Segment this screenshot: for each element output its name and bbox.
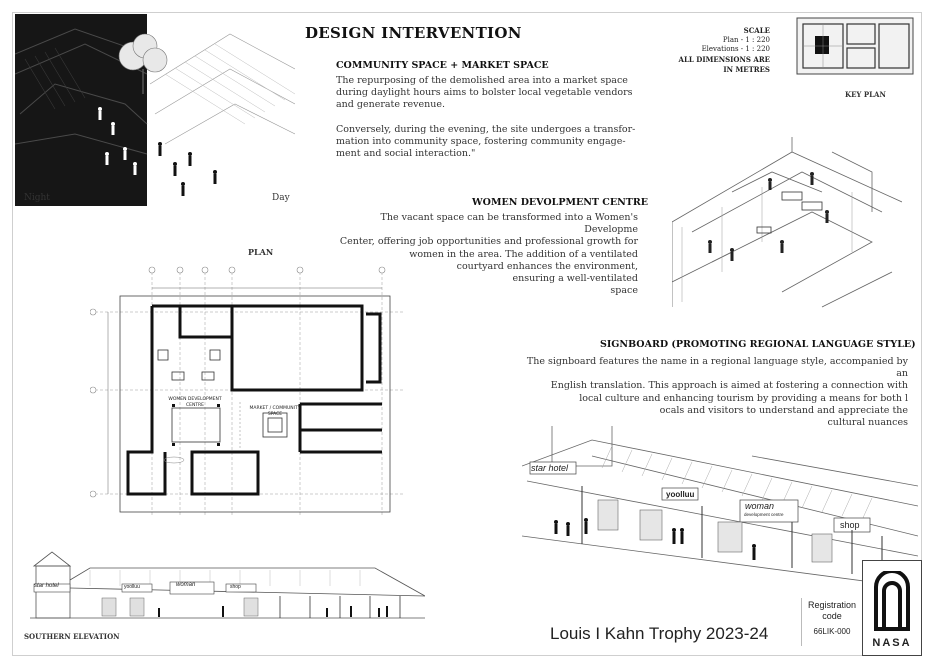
scale-heading: SCALE [743, 26, 770, 35]
elev-sign-vendor: yoolluu [124, 584, 140, 590]
registration-label: Registration code [807, 600, 857, 621]
key-plan-drawing [795, 16, 915, 76]
community-heading: COMMUNITY SPACE + MARKET SPACE [336, 60, 549, 71]
southern-elevation [30, 548, 425, 622]
signboard-text: The signboard features the name in a regional language style, accompanied by an English translation. This approach is aimed at fostering a connection with local culture and enhancing tourism by providing a means for both l ocals and visitors to understand and appreciate the cultural nuances [526, 356, 908, 429]
sign-woman: woman [745, 501, 775, 511]
elev-sign-woman: woman [176, 582, 196, 588]
elev-sign-hotel: star hotel [34, 583, 59, 589]
scale-elevations: Elevations - 1 : 220 [701, 45, 770, 53]
day-label: Day [272, 193, 290, 203]
sign-shop: shop [840, 520, 860, 530]
registration-code: 66LIK-000 [813, 627, 851, 636]
plan-label: PLAN [248, 247, 274, 257]
sign-woman-sub: development centre [744, 512, 784, 517]
women-text: The vacant space can be transformed into a Women's Developme Center, offering job opportunities and professional growth for women in the area. The addition of a ventilated courtyard enhances the environment, ensuring a well-ventilated space [339, 212, 638, 297]
elevation-label: SOUTHERN ELEVATION [24, 632, 120, 641]
signboard-heading: SIGNBOARD (PROMOTING REGIONAL LANGUAGE STYLE) [600, 339, 916, 350]
sign-vendor: yoolluu [666, 490, 695, 499]
nasa-logo [862, 560, 922, 656]
registration-box [801, 598, 862, 646]
community-text-1: The repurposing of the demolished area into a market space during daylight hours aims to bolster local vegetable vendors and generate revenue. [336, 75, 633, 111]
scale-units: ALL DIMENSIONS ARE IN METRES [678, 55, 770, 74]
plan-room-market: MARKET / COMMUNITY SPACE [249, 406, 301, 417]
scale-plan: Plan - 1 : 220 [722, 36, 770, 44]
community-text-2: Conversely, during the evening, the site undergoes a transfor- mation into community space, fostering community engage- ment and social interaction." [336, 124, 636, 160]
sign-star-hotel: star hotel [531, 463, 569, 473]
nasa-logo-text: NASA [872, 637, 912, 649]
women-heading: WOMEN DEVOLPMENT CENTRE [472, 197, 648, 208]
women-centre-isometric [672, 132, 902, 308]
competition-title: Louis I Kahn Trophy 2023-24 [550, 624, 769, 643]
nasa-arch-icon [874, 571, 910, 631]
night-day-perspective [15, 14, 295, 206]
page-title: DESIGN INTERVENTION [305, 24, 522, 42]
street-perspective [522, 426, 918, 586]
floor-plan [90, 262, 410, 524]
elev-sign-shop: shop [230, 584, 241, 590]
key-plan-label: KEY PLAN [845, 90, 886, 99]
plan-room-women: WOMEN DEVELOPMENT CENTRE [168, 397, 222, 408]
night-label: Night [24, 193, 50, 203]
